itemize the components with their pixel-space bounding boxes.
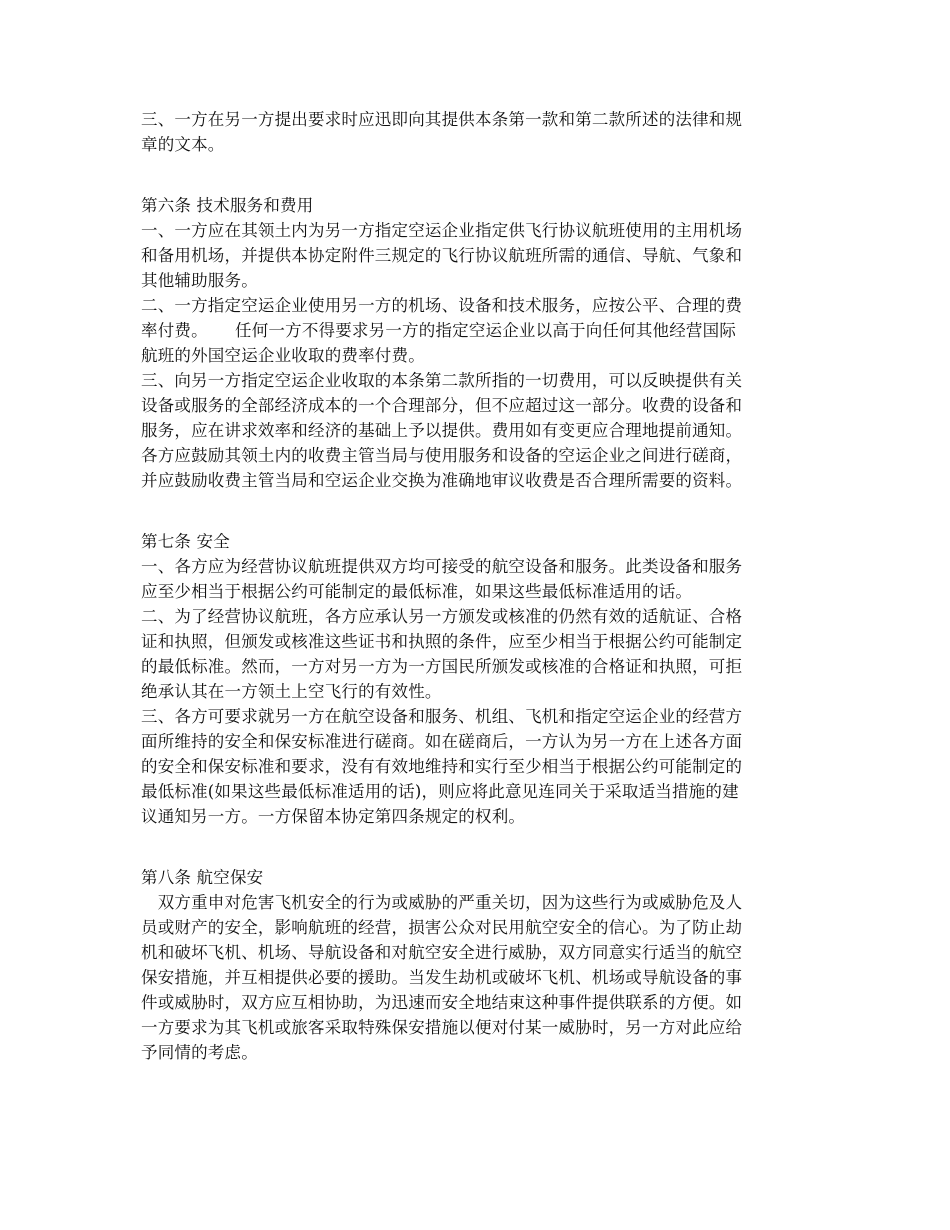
section-article-7 (141, 529, 821, 829)
paragraph-line: 率付费。 任何一方不得要求另一方的指定空运企业以高于向任何其他经营国际 (141, 321, 737, 340)
section-heading: 第六条 技术服务和费用 (141, 196, 314, 215)
paragraph-line: 二、为了经营协议航班，各方应承认另一方颁发或核准的仍然有效的适航证、合格 (141, 607, 743, 626)
paragraph-line: 议通知另一方。一方保留本协定第四条规定的权利。 (141, 807, 526, 826)
document-body (141, 107, 821, 1065)
paragraph-line: 和备用机场，并提供本协定附件三规定的飞行协议航班所需的通信、导航、气象和 (141, 246, 743, 265)
section-article-6 (141, 193, 821, 493)
paragraph-line: 各方应鼓励其领土内的收费主管当局与使用服务和设备的空运企业之间进行磋商， (141, 446, 743, 465)
paragraph-line: 面所维持的安全和保安标准进行磋商。如在磋商后，一方认为另一方在上述各方面 (141, 732, 743, 751)
paragraph-line: 绝承认其在一方领土上空飞行的有效性。 (141, 682, 442, 701)
paragraph-line: 一方要求为其飞机或旅客采取特殊保安措施以便对付某一威胁时，另一方对此应给 (141, 1018, 743, 1037)
paragraph-line: 并应鼓励收费主管当局和空运企业交换为准确地审议收费是否合理所需要的资料。 (141, 471, 743, 490)
paragraph-line: 件或威胁时，双方应互相协助，为迅速而安全地结束这种事件提供联系的方便。如 (141, 993, 743, 1012)
paragraph-line: 二、一方指定空运企业使用另一方的机场、设备和技术服务，应按公平、合理的费 (141, 296, 743, 315)
paragraph-line: 应至少相当于根据公约可能制定的最低标准，如果这些最低标准适用的话。 (141, 582, 693, 601)
section-article-5-tail (141, 107, 821, 157)
paragraph-line: 最低标准(如果这些最低标准适用的话)，则应将此意见连同关于采取适当措施的建 (141, 782, 739, 801)
section-heading: 第七条 安全 (141, 532, 230, 551)
section-heading: 第八条 航空保安 (141, 868, 264, 887)
paragraph-line: 其他辅助服务。 (141, 271, 258, 290)
paragraph-line: 的安全和保安标准和要求，没有有效地维持和实行至少相当于根据公约可能制定的 (141, 757, 743, 776)
paragraph-line: 三、向另一方指定空运企业收取的本条第二款所指的一切费用，可以反映提供有关 (141, 371, 743, 390)
paragraph-line: 服务，应在讲求效率和经济的基础上予以提供。费用如有变更应合理地提前通知。 (141, 421, 743, 440)
paragraph-line: 一、各方应为经营协议航班提供双方均可接受的航空设备和服务。此类设备和服务 (141, 557, 743, 576)
paragraph-line: 员或财产的安全，影响航班的经营，损害公众对民用航空安全的信心。为了防止劫 (141, 918, 743, 937)
paragraph-line: 双方重申对危害飞机安全的行为或威胁的严重关切，因为这些行为或威胁危及人 (141, 893, 743, 912)
section-spacer (141, 829, 821, 865)
paragraph-line: 一、一方应在其领土内为另一方指定空运企业指定供飞行协议航班使用的主用机场 (141, 221, 743, 240)
paragraph-line: 机和破坏飞机、机场、导航设备和对航空安全进行威胁，双方同意实行适当的航空 (141, 943, 743, 962)
paragraph-line: 三、各方可要求就另一方在航空设备和服务、机组、飞机和指定空运企业的经营方 (141, 707, 743, 726)
paragraph-line: 三、一方在另一方提出要求时应迅即向其提供本条第一款和第二款所述的法律和规 (141, 110, 743, 129)
paragraph-line: 设备或服务的全部经济成本的一个合理部分，但不应超过这一部分。收费的设备和 (141, 396, 743, 415)
paragraph-line: 予同情的考虑。 (141, 1043, 258, 1062)
paragraph-line: 的最低标准。然而，一方对另一方为一方国民所颁发或核准的合格证和执照，可拒 (141, 657, 743, 676)
paragraph-line: 章的文本。 (141, 135, 225, 154)
section-spacer (141, 493, 821, 529)
section-spacer (141, 157, 821, 193)
section-article-8 (141, 865, 821, 1065)
paragraph-line: 证和执照，但颁发或核准这些证书和执照的条件，应至少相当于根据公约可能制定 (141, 632, 743, 651)
paragraph-line: 保安措施，并互相提供必要的援助。当发生劫机或破坏飞机、机场或导航设备的事 (141, 968, 743, 987)
paragraph-line: 航班的外国空运企业收取的费率付费。 (141, 346, 425, 365)
